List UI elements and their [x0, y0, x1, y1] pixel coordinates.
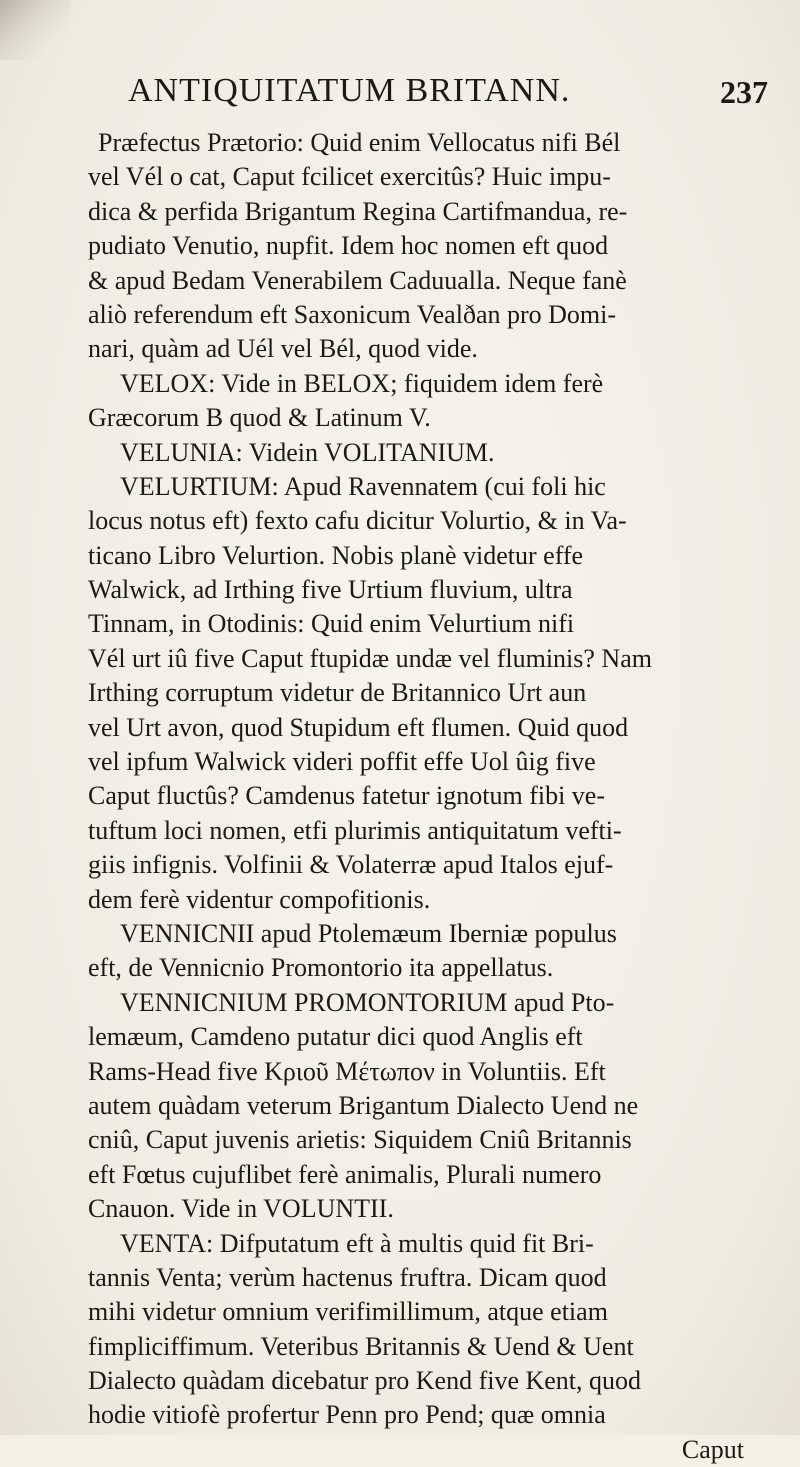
text-line: Irthing corruptum videtur de Britannico Urt aun — [88, 678, 587, 708]
text-line: nari, quàm ad Uél vel Bél, quod vide. — [88, 334, 478, 364]
text-line: dica & perfida Brigantum Regina Cartifmandua, re- — [88, 196, 628, 226]
catchword: Caput — [681, 1434, 744, 1464]
text-line: cniû, Caput juvenis arietis: Siquidem Cniû Britannis — [88, 1125, 632, 1155]
text-line: Rams-Head five Κριοῦ Μέτωπον in Voluntiis. Eft — [88, 1056, 606, 1086]
text-line: autem quàdam veterum Brigantum Dialecto Uend ne — [88, 1090, 639, 1120]
text-line: tuftum loci nomen, etfi plurimis antiquitatum vefti- — [88, 815, 622, 845]
page-number: 237 — [720, 74, 768, 110]
entry-heading-line: VELOX: Vide in BELOX; fiquidem idem ferè — [120, 368, 604, 398]
running-head: ANTIQUITATUM BRITANN. — [128, 72, 571, 109]
body-text — [88, 126, 770, 1467]
text-line: & apud Bedam Venerabilem Caduualla. Neque fanè — [88, 265, 627, 295]
text-line: dem ferè videntur compofitionis. — [88, 884, 431, 914]
text-line: mihi videtur omnium verifimillimum, atque etiam — [88, 1297, 608, 1327]
text-line: eft Fœtus cujuflibet ferè animalis, Plurali numero — [88, 1159, 602, 1189]
text-line: pudiato Venutio, nupfit. Idem hoc nomen eft quod — [88, 231, 609, 261]
text-line: lemæum, Camdeno putatur dici quod Anglis eft — [88, 1022, 583, 1052]
text-line: vel ipfum Walwick videri poffit effe Uol ûig five — [88, 747, 596, 777]
text-line: Walwick, ad Irthing five Urtium fluvium, ultra — [88, 575, 573, 605]
text-line: Græcorum B quod & Latinum V. — [88, 403, 431, 433]
text-line: hodie vitiofè profertur Penn pro Pend; quæ omnia — [88, 1400, 606, 1430]
text-line: Tinnam, in Otodinis: Quid enim Velurtium nifi — [88, 609, 575, 639]
entry-heading-line: VENTA: Difputatum eft à multis quid fit Bri- — [120, 1228, 594, 1258]
text-line: giis infignis. Volfinii & Volaterræ apud Italos ejuf- — [88, 850, 614, 880]
entry-heading-line: VELUNIA: Videin VOLITANIUM. — [120, 437, 495, 467]
page-corner-shadow — [0, 0, 70, 60]
entry-heading-line: VENNICNIUM PROMONTORIUM apud Pto- — [120, 987, 615, 1017]
text-line: vel Vél o cat, Caput fcilicet exercitûs? Huic impu- — [88, 162, 611, 192]
text-line: Præfectus Prætorio: Quid enim Vellocatus nifi Bél — [98, 128, 621, 157]
text-line: ticano Libro Velurtion. Nobis planè videtur effe — [88, 540, 584, 570]
text-line: Caput fluctûs? Camdenus fatetur ignotum fibi ve- — [88, 781, 605, 811]
entry-heading-line: VENNICNII apud Ptolemæum Iberniæ populus — [120, 918, 617, 948]
entry-heading-line: VELURTIUM: Apud Ravennatem (cui foli hic — [120, 471, 606, 501]
text-line: eft, de Vennicnio Promontorio ita appellatus. — [88, 953, 554, 983]
text-line: vel Urt avon, quod Stupidum eft flumen. Quid quod — [88, 712, 629, 742]
text-line: fimpliciffimum. Veteribus Britannis & Uend & Uent — [88, 1331, 634, 1361]
text-line: Dialecto quàdam dicebatur pro Kend five Kent, quod — [88, 1366, 642, 1396]
text-line: aliò referendum eft Saxonicum Vealðan pro Domi- — [88, 299, 617, 329]
page-header — [0, 72, 800, 122]
text-line: locus notus eft) fexto cafu dicitur Volurtio, & in Va- — [88, 506, 627, 536]
text-line: Vél urt iû five Caput ftupidæ undæ vel fluminis? Nam — [88, 643, 652, 673]
text-line: tannis Venta; verùm hactenus fruftra. Dicam quod — [88, 1262, 607, 1292]
text-line: Cnauon. Vide in VOLUNTII. — [88, 1194, 394, 1224]
